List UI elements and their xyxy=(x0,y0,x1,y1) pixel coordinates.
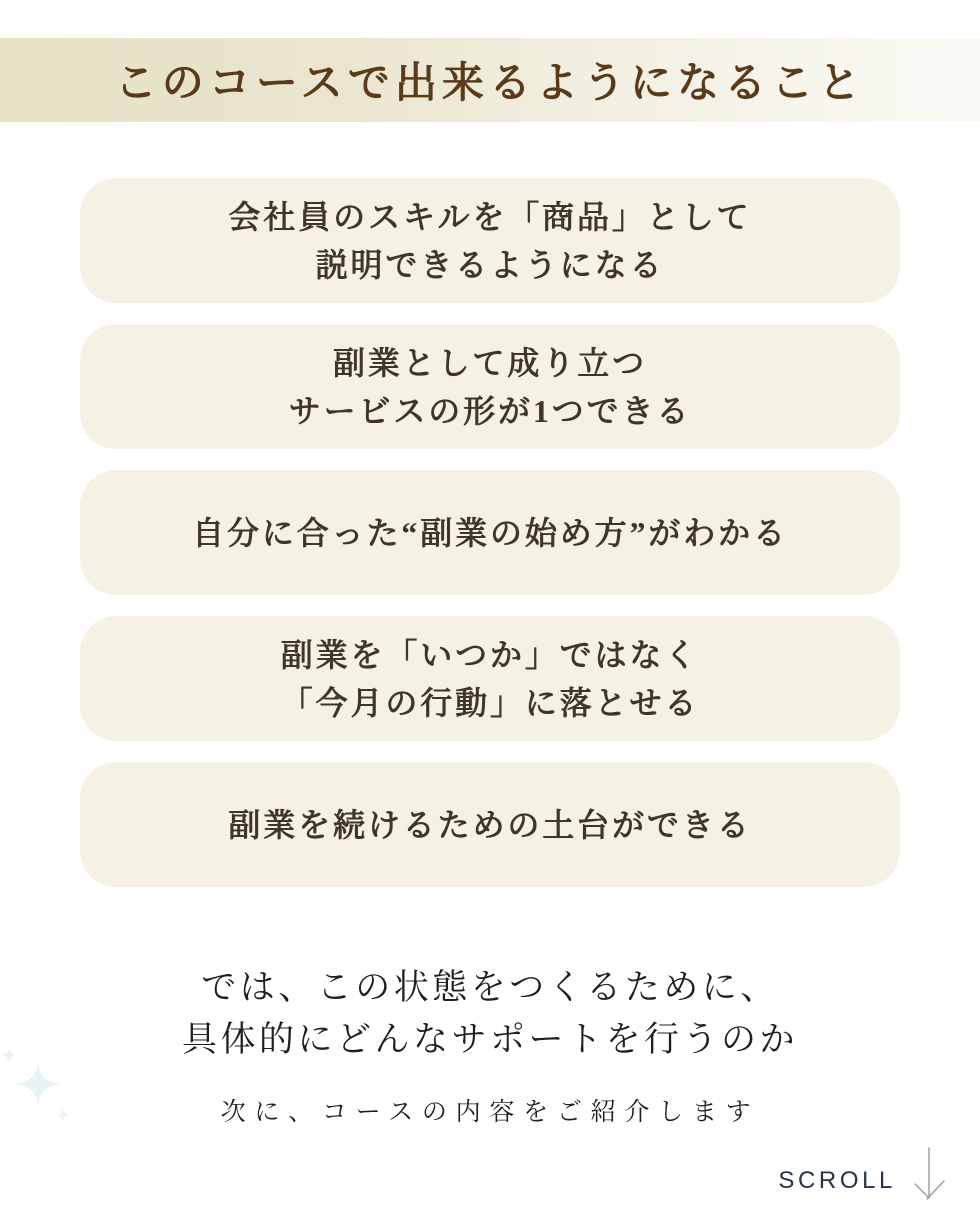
benefit-card-2-line-2: サービスの形が1つできる xyxy=(288,392,692,429)
section-title-banner xyxy=(0,38,980,122)
benefit-card-4 xyxy=(80,616,900,741)
benefit-card-1-line-2: 説明できるようになる xyxy=(315,246,665,283)
scroll-indicator[interactable] xyxy=(778,1146,948,1202)
benefit-card-3 xyxy=(80,470,900,595)
outro-sub-text: 次に、コースの内容をご紹介します xyxy=(220,1099,760,1126)
benefit-card-5 xyxy=(80,762,900,887)
benefit-card-2 xyxy=(80,324,900,449)
outro-lead-line-2: 具体的にどんなサポートを行うのか xyxy=(181,1019,798,1059)
benefit-card-2-line-1: 副業として成り立つ xyxy=(333,344,647,381)
scroll-label: SCROLL xyxy=(778,1167,896,1194)
section-title: このコースで出来るようになること xyxy=(114,61,866,107)
benefit-card-4-line-2: 「今月の行動」に落とせる xyxy=(280,684,700,721)
benefit-card-1 xyxy=(80,178,900,303)
outro-lead-text xyxy=(0,962,980,1066)
benefit-card-3-line-1: 自分に合った“副業の始め方”がわかる xyxy=(192,514,788,551)
benefit-card-5-line-1: 副業を続けるための土台ができる xyxy=(228,806,752,843)
outro-lead-line-1: では、この状態をつくるために、 xyxy=(201,968,779,1007)
benefit-card-4-line-1: 副業を「いつか」ではなく xyxy=(280,636,700,673)
benefit-card-1-line-1: 会社員のスキルを「商品」として xyxy=(228,198,752,235)
benefit-card-list xyxy=(80,178,900,887)
arrow-down-icon xyxy=(910,1146,948,1202)
